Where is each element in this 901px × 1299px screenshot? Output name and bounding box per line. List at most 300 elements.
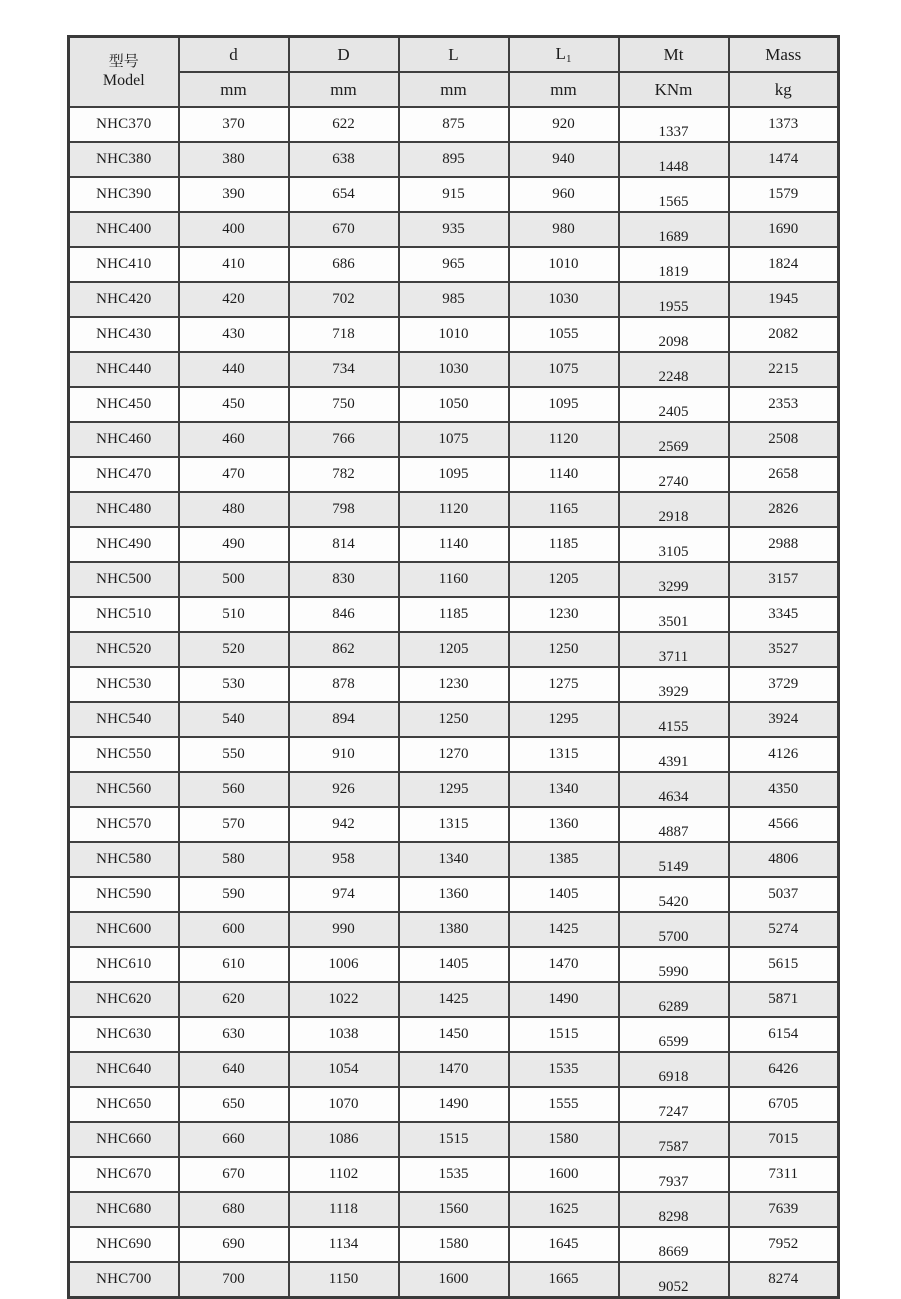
cell-value: 1030 (509, 282, 619, 317)
cell-value: 2826 (729, 492, 839, 527)
cell-value: 1022 (289, 982, 399, 1017)
cell-value: 750 (289, 387, 399, 422)
cell-value: 6154 (729, 1017, 839, 1052)
cell-value: 400 (179, 212, 289, 247)
cell-value: 510 (179, 597, 289, 632)
cell-value: 1600 (509, 1157, 619, 1192)
cell-model: NHC420 (69, 282, 179, 317)
cell-value: 1140 (509, 457, 619, 492)
cell-mt (619, 527, 729, 562)
cell-model: NHC500 (69, 562, 179, 597)
cell-model: NHC370 (69, 107, 179, 142)
cell-value: 1165 (509, 492, 619, 527)
table-row (69, 597, 839, 632)
cell-value: 3924 (729, 702, 839, 737)
cell-value: 1038 (289, 1017, 399, 1052)
cell-value: 1054 (289, 1052, 399, 1087)
cell-mt (619, 597, 729, 632)
cell-value: 782 (289, 457, 399, 492)
cell-model: NHC560 (69, 772, 179, 807)
cell-value: 1120 (399, 492, 509, 527)
table-row (69, 1192, 839, 1227)
cell-value: 1270 (399, 737, 509, 772)
table-row (69, 1017, 839, 1052)
cell-value: 1230 (509, 597, 619, 632)
cell-value: 980 (509, 212, 619, 247)
cell-mt (619, 1192, 729, 1227)
cell-value: 4566 (729, 807, 839, 842)
cell-model: NHC490 (69, 527, 179, 562)
header-row-units (69, 72, 839, 107)
cell-value: 686 (289, 247, 399, 282)
cell-model: NHC460 (69, 422, 179, 457)
cell-model: NHC620 (69, 982, 179, 1017)
cell-value: 2353 (729, 387, 839, 422)
cell-value: 2082 (729, 317, 839, 352)
cell-value: 1315 (399, 807, 509, 842)
cell-value: 1340 (399, 842, 509, 877)
cell-mt-value: 5990 (658, 964, 689, 980)
cell-value: 1470 (399, 1052, 509, 1087)
cell-value: 1560 (399, 1192, 509, 1227)
cell-value: 1405 (399, 947, 509, 982)
cell-mt-value: 5149 (658, 859, 689, 875)
cell-value: 1010 (509, 247, 619, 282)
cell-value: 480 (179, 492, 289, 527)
cell-mt (619, 737, 729, 772)
cell-mt-value: 5420 (658, 894, 689, 910)
cell-value: 530 (179, 667, 289, 702)
table-row (69, 142, 839, 177)
cell-value: 590 (179, 877, 289, 912)
cell-mt (619, 667, 729, 702)
table-row (69, 1157, 839, 1192)
cell-value: 1295 (399, 772, 509, 807)
cell-value: 4350 (729, 772, 839, 807)
cell-value: 1120 (509, 422, 619, 457)
cell-mt-value: 3501 (658, 614, 689, 630)
header-L1-symbol: L (555, 44, 566, 63)
cell-value: 1230 (399, 667, 509, 702)
cell-mt-value: 8298 (658, 1209, 689, 1225)
cell-mt (619, 807, 729, 842)
cell-value: 5037 (729, 877, 839, 912)
cell-value: 640 (179, 1052, 289, 1087)
table-row (69, 1227, 839, 1262)
cell-mt-value: 5700 (658, 929, 689, 945)
cell-value: 1945 (729, 282, 839, 317)
cell-model: NHC650 (69, 1087, 179, 1122)
table-row (69, 1087, 839, 1122)
cell-value: 1075 (399, 422, 509, 457)
cell-mt (619, 1157, 729, 1192)
cell-value: 1690 (729, 212, 839, 247)
cell-value: 1555 (509, 1087, 619, 1122)
cell-mt-value: 2740 (658, 474, 689, 490)
cell-model: NHC520 (69, 632, 179, 667)
cell-value: 370 (179, 107, 289, 142)
cell-value: 8274 (729, 1262, 839, 1298)
cell-value: 4806 (729, 842, 839, 877)
cell-mt (619, 282, 729, 317)
cell-mt-value: 4634 (658, 789, 689, 805)
cell-value: 550 (179, 737, 289, 772)
cell-value: 1150 (289, 1262, 399, 1298)
cell-model: NHC600 (69, 912, 179, 947)
cell-model: NHC680 (69, 1192, 179, 1227)
unit-D: mm (289, 72, 399, 107)
cell-value: 7952 (729, 1227, 839, 1262)
header-row-symbols (69, 37, 839, 73)
cell-value: 1055 (509, 317, 619, 352)
cell-model: NHC630 (69, 1017, 179, 1052)
cell-mt-value: 3299 (658, 579, 689, 595)
cell-value: 895 (399, 142, 509, 177)
cell-value: 1102 (289, 1157, 399, 1192)
cell-mt (619, 702, 729, 737)
cell-mt (619, 772, 729, 807)
cell-mt-value: 2918 (658, 509, 689, 525)
cell-model: NHC540 (69, 702, 179, 737)
cell-mt-value: 6289 (658, 999, 689, 1015)
cell-value: 670 (179, 1157, 289, 1192)
header-L: L (399, 37, 509, 73)
cell-value: 450 (179, 387, 289, 422)
cell-mt-value: 4887 (658, 824, 689, 840)
cell-value: 1535 (399, 1157, 509, 1192)
cell-value: 1824 (729, 247, 839, 282)
cell-mt-value: 2569 (658, 439, 689, 455)
cell-value: 1075 (509, 352, 619, 387)
cell-value: 1490 (509, 982, 619, 1017)
cell-value: 1385 (509, 842, 619, 877)
header-D: D (289, 37, 399, 73)
table-row (69, 1262, 839, 1298)
cell-value: 935 (399, 212, 509, 247)
cell-value: 1275 (509, 667, 619, 702)
cell-value: 3527 (729, 632, 839, 667)
table-row (69, 667, 839, 702)
cell-model: NHC580 (69, 842, 179, 877)
cell-value: 1580 (399, 1227, 509, 1262)
cell-value: 610 (179, 947, 289, 982)
header-Mt: Mt (619, 37, 729, 73)
cell-value: 875 (399, 107, 509, 142)
cell-value: 920 (509, 107, 619, 142)
cell-model: NHC380 (69, 142, 179, 177)
cell-value: 1086 (289, 1122, 399, 1157)
unit-L1: mm (509, 72, 619, 107)
cell-mt-value: 1565 (658, 194, 689, 210)
cell-value: 410 (179, 247, 289, 282)
cell-mt-value: 2405 (658, 404, 689, 420)
table-row (69, 457, 839, 492)
cell-value: 1315 (509, 737, 619, 772)
cell-mt-value: 3711 (658, 649, 689, 665)
cell-value: 7311 (729, 1157, 839, 1192)
cell-value: 814 (289, 527, 399, 562)
cell-mt (619, 1017, 729, 1052)
cell-model: NHC470 (69, 457, 179, 492)
cell-model: NHC510 (69, 597, 179, 632)
cell-value: 2215 (729, 352, 839, 387)
table-row (69, 317, 839, 352)
header-d: d (179, 37, 289, 73)
cell-value: 830 (289, 562, 399, 597)
cell-value: 500 (179, 562, 289, 597)
cell-value: 490 (179, 527, 289, 562)
spec-table-header (69, 37, 839, 108)
cell-value: 3729 (729, 667, 839, 702)
cell-mt-value: 3105 (658, 544, 689, 560)
cell-value: 965 (399, 247, 509, 282)
cell-value: 1535 (509, 1052, 619, 1087)
cell-value: 1095 (509, 387, 619, 422)
cell-mt (619, 632, 729, 667)
cell-mt (619, 982, 729, 1017)
cell-value: 846 (289, 597, 399, 632)
cell-value: 680 (179, 1192, 289, 1227)
cell-mt (619, 947, 729, 982)
cell-value: 958 (289, 842, 399, 877)
table-row (69, 842, 839, 877)
cell-value: 1340 (509, 772, 619, 807)
cell-value: 1405 (509, 877, 619, 912)
cell-value: 1118 (289, 1192, 399, 1227)
cell-value: 718 (289, 317, 399, 352)
cell-value: 1665 (509, 1262, 619, 1298)
cell-mt-value: 3929 (658, 684, 689, 700)
cell-value: 1185 (509, 527, 619, 562)
cell-value: 1250 (509, 632, 619, 667)
unit-Mass: kg (729, 72, 839, 107)
cell-model: NHC660 (69, 1122, 179, 1157)
cell-mt (619, 912, 729, 947)
cell-mt-value: 7247 (658, 1104, 689, 1120)
cell-value: 580 (179, 842, 289, 877)
cell-value: 1645 (509, 1227, 619, 1262)
unit-Mt: KNm (619, 72, 729, 107)
cell-value: 1006 (289, 947, 399, 982)
cell-value: 1580 (509, 1122, 619, 1157)
cell-value: 960 (509, 177, 619, 212)
cell-value: 1579 (729, 177, 839, 212)
cell-value: 430 (179, 317, 289, 352)
table-row (69, 1052, 839, 1087)
table-row (69, 562, 839, 597)
cell-value: 6426 (729, 1052, 839, 1087)
cell-value: 6705 (729, 1087, 839, 1122)
header-model-en: Model (102, 72, 145, 90)
cell-mt-value: 1819 (658, 264, 689, 280)
cell-value: 1515 (399, 1122, 509, 1157)
cell-value: 670 (289, 212, 399, 247)
cell-mt (619, 492, 729, 527)
header-L1 (509, 37, 619, 73)
cell-mt-value: 8669 (658, 1244, 689, 1260)
table-row (69, 492, 839, 527)
cell-value: 878 (289, 667, 399, 702)
cell-value: 990 (289, 912, 399, 947)
cell-value: 1010 (399, 317, 509, 352)
cell-mt-value: 4391 (658, 754, 689, 770)
table-row (69, 282, 839, 317)
table-row (69, 982, 839, 1017)
cell-model: NHC390 (69, 177, 179, 212)
cell-model: NHC550 (69, 737, 179, 772)
cell-mt (619, 562, 729, 597)
cell-model: NHC530 (69, 667, 179, 702)
cell-mt (619, 1122, 729, 1157)
cell-value: 2988 (729, 527, 839, 562)
cell-value: 1470 (509, 947, 619, 982)
cell-value: 380 (179, 142, 289, 177)
cell-value: 600 (179, 912, 289, 947)
cell-value: 915 (399, 177, 509, 212)
cell-mt-value: 4155 (658, 719, 689, 735)
cell-mt (619, 317, 729, 352)
cell-model: NHC410 (69, 247, 179, 282)
cell-value: 974 (289, 877, 399, 912)
header-model-cn: 型号 (108, 53, 139, 70)
cell-value: 638 (289, 142, 399, 177)
cell-value: 894 (289, 702, 399, 737)
cell-mt (619, 1262, 729, 1298)
cell-model: NHC700 (69, 1262, 179, 1298)
cell-value: 1050 (399, 387, 509, 422)
cell-model: NHC640 (69, 1052, 179, 1087)
cell-value: 622 (289, 107, 399, 142)
cell-value: 1030 (399, 352, 509, 387)
cell-value: 5871 (729, 982, 839, 1017)
cell-value: 1205 (509, 562, 619, 597)
table-row (69, 352, 839, 387)
cell-value: 940 (509, 142, 619, 177)
cell-value: 630 (179, 1017, 289, 1052)
cell-value: 440 (179, 352, 289, 387)
cell-model: NHC670 (69, 1157, 179, 1192)
cell-mt (619, 842, 729, 877)
cell-model: NHC450 (69, 387, 179, 422)
table-row (69, 947, 839, 982)
cell-mt-value: 7937 (658, 1174, 689, 1190)
cell-value: 1250 (399, 702, 509, 737)
cell-value: 420 (179, 282, 289, 317)
cell-value: 650 (179, 1087, 289, 1122)
cell-value: 1134 (289, 1227, 399, 1262)
cell-value: 862 (289, 632, 399, 667)
cell-value: 390 (179, 177, 289, 212)
cell-value: 2508 (729, 422, 839, 457)
cell-value: 702 (289, 282, 399, 317)
table-row (69, 212, 839, 247)
cell-value: 5615 (729, 947, 839, 982)
cell-value: 798 (289, 492, 399, 527)
cell-mt (619, 387, 729, 422)
header-Mass: Mass (729, 37, 839, 73)
cell-value: 1474 (729, 142, 839, 177)
cell-mt-value: 6599 (658, 1034, 689, 1050)
cell-value: 470 (179, 457, 289, 492)
cell-value: 560 (179, 772, 289, 807)
cell-mt-value: 6918 (658, 1069, 689, 1085)
cell-mt (619, 1227, 729, 1262)
cell-value: 2658 (729, 457, 839, 492)
cell-value: 1360 (509, 807, 619, 842)
cell-mt-value: 1955 (658, 299, 689, 315)
cell-model: NHC590 (69, 877, 179, 912)
cell-value: 1380 (399, 912, 509, 947)
cell-value: 1450 (399, 1017, 509, 1052)
cell-mt (619, 212, 729, 247)
cell-value: 520 (179, 632, 289, 667)
cell-value: 910 (289, 737, 399, 772)
cell-model: NHC400 (69, 212, 179, 247)
table-row (69, 702, 839, 737)
cell-value: 1160 (399, 562, 509, 597)
cell-mt (619, 1052, 729, 1087)
cell-mt (619, 352, 729, 387)
cell-mt-value: 2248 (658, 369, 689, 385)
table-row (69, 107, 839, 142)
unit-L: mm (399, 72, 509, 107)
cell-value: 7015 (729, 1122, 839, 1157)
cell-value: 3157 (729, 562, 839, 597)
cell-value: 1625 (509, 1192, 619, 1227)
cell-value: 1600 (399, 1262, 509, 1298)
cell-model: NHC430 (69, 317, 179, 352)
cell-value: 1185 (399, 597, 509, 632)
spec-table-container (67, 35, 840, 1299)
cell-value: 540 (179, 702, 289, 737)
cell-mt (619, 1087, 729, 1122)
table-row (69, 772, 839, 807)
cell-mt-value: 9052 (658, 1279, 689, 1295)
cell-value: 1095 (399, 457, 509, 492)
table-row (69, 177, 839, 212)
cell-mt (619, 177, 729, 212)
cell-value: 1425 (509, 912, 619, 947)
table-row (69, 527, 839, 562)
cell-value: 1295 (509, 702, 619, 737)
cell-value: 4126 (729, 737, 839, 772)
header-model (69, 37, 179, 108)
cell-value: 926 (289, 772, 399, 807)
cell-model: NHC480 (69, 492, 179, 527)
cell-mt-value: 1448 (658, 159, 689, 175)
cell-value: 654 (289, 177, 399, 212)
cell-model: NHC610 (69, 947, 179, 982)
cell-value: 1205 (399, 632, 509, 667)
cell-value: 1140 (399, 527, 509, 562)
cell-value: 690 (179, 1227, 289, 1262)
cell-mt-value: 2098 (658, 334, 689, 350)
cell-value: 985 (399, 282, 509, 317)
cell-mt (619, 457, 729, 492)
cell-mt-value: 1689 (658, 229, 689, 245)
table-row (69, 247, 839, 282)
cell-model: NHC690 (69, 1227, 179, 1262)
cell-value: 700 (179, 1262, 289, 1298)
cell-value: 620 (179, 982, 289, 1017)
cell-model: NHC440 (69, 352, 179, 387)
cell-value: 7639 (729, 1192, 839, 1227)
cell-mt-value: 1337 (658, 124, 689, 140)
cell-value: 1373 (729, 107, 839, 142)
cell-mt (619, 877, 729, 912)
table-row (69, 387, 839, 422)
cell-value: 1490 (399, 1087, 509, 1122)
